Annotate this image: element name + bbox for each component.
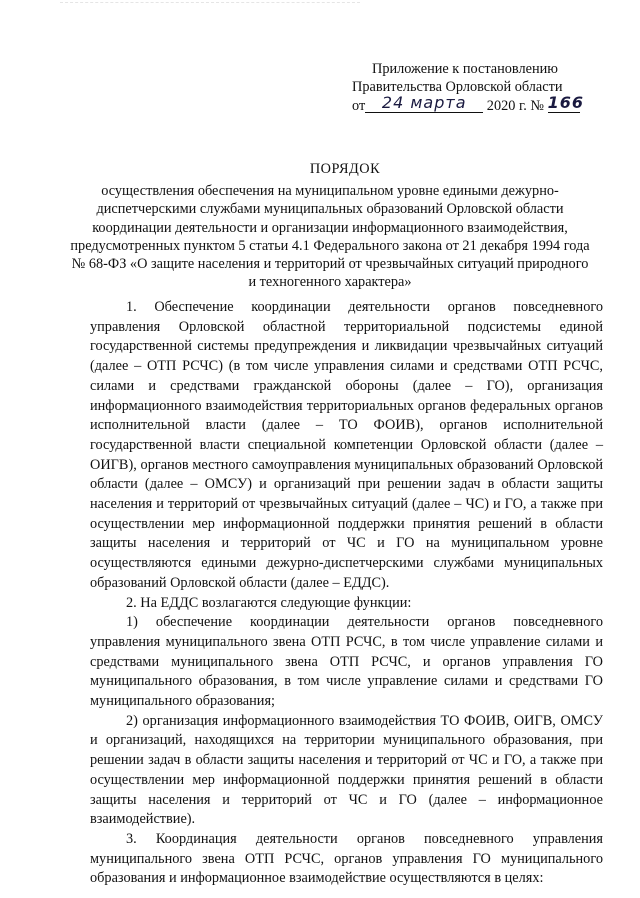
document-title <box>70 160 590 291</box>
paragraph-1: 1. Обеспечение координации деятельности органов повседневного управления Орловской областной территориальной подсистемы единой государственной системы предупреждения и ликвидации чрезвычайных ситуаций (далее – ОТП РСЧС) (в том числе управления силами и средствами ОТП РСЧС, силами и средствами гражданской обороны (далее – ГО), организация информационного взаимодействия территориальных органов федеральных органов исполнительной власти (далее – ТО ФОИВ), органов исполнительной государственной власти специальной компетенции Орловской области (далее – ОИГВ), органов местного самоуправления муниципальных образований Орловской области (далее – ОМСУ) и организаций при решении задач в области защиты населения и территорий от чрезвычайных ситуаций (далее – ЧС) и ГО, а также при осуществлении мер информационной поддержки принятия решений в области защиты населения и территорий от ЧС и ГО на муниципальном уровне осуществляются едиными дежурно-диспетчерскими службами муниципальных образований Орловской области (далее – ЕДДС). <box>90 299 603 591</box>
header-line-2: Правительства Орловской области <box>352 79 563 95</box>
document-body <box>90 298 603 889</box>
handwritten-date: 24 марта <box>365 94 483 113</box>
header-year-number-label: 2020 г. № <box>483 98 548 114</box>
title-heading: ПОРЯДОК <box>309 161 381 177</box>
appendix-header <box>352 60 602 115</box>
header-line-3 <box>352 93 602 115</box>
paragraph-2: 2. На ЕДДС возлагаются следующие функции: <box>126 594 412 611</box>
scan-artifact <box>60 2 360 11</box>
paragraph-4: 2) организация информационного взаимодействия ТО ФОИВ, ОИГВ, ОМСУ и организаций, находящихся на территории муниципального образования, при решении задач в области защиты населения и территорий от ЧС и ГО, а также при осуществлении мер информационной поддержки принятия решений в области защиты населения и территорий от ЧС и ГО (далее – информационное взаимодействие). <box>90 712 603 828</box>
header-from-label: от <box>352 98 366 114</box>
paragraph-5: 3. Координация деятельности органов повседневного управления муниципального звена ОТП РСЧС, органов управления ГО муниципального образования и информационное взаимодействие осуществляются в целях: <box>90 830 603 887</box>
handwritten-number: 166 <box>547 93 584 112</box>
title-subtitle: осуществления обеспечения на муниципальном уровне едиными дежурно-диспетчерскими службами муниципальных образований Орловской области координации деятельности и организации информационного взаимодействия, предусмотренных пунктом 5 статьи 4.1 Федерального закона от 21 декабря 1994 года № 68-ФЗ «О защите населения и территорий от чрезвычайных ситуаций природного и техногенного характера» <box>70 183 590 291</box>
paragraph-3: 1) обеспечение координации деятельности органов повседневного управления муниципального звена ОТП РСЧС, в том числе управление силами и средствами муниципального звена ОТП РСЧС, и органов управления ГО муниципального образования, в том числе управление силами и средствами ГО муниципального образования; <box>90 614 603 710</box>
header-line-1: Приложение к постановлению <box>372 61 558 77</box>
